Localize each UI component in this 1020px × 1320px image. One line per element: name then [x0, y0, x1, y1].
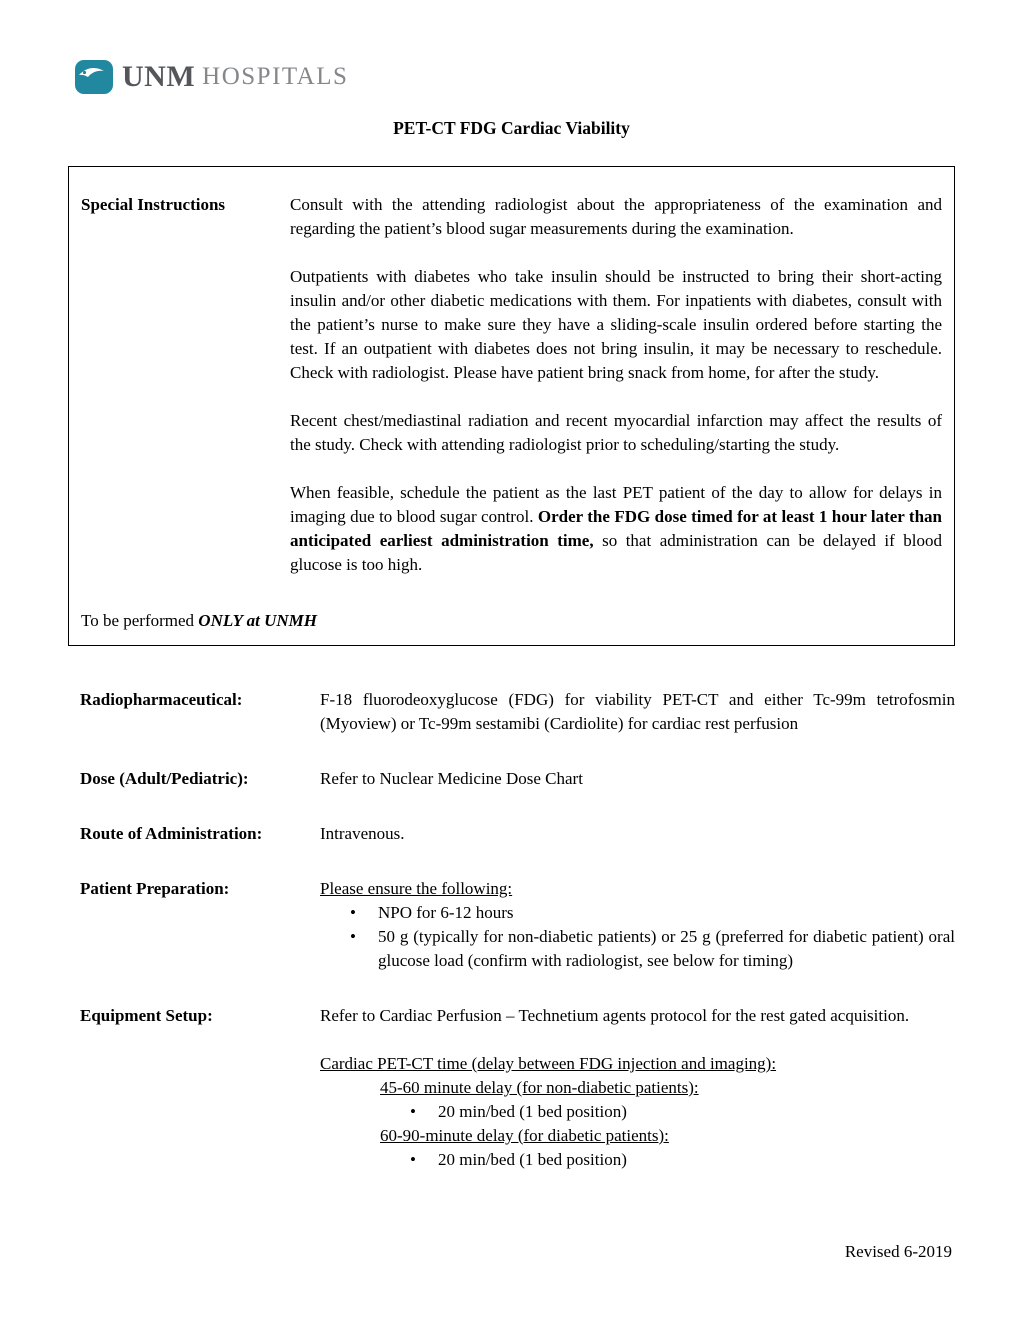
dose-label: Dose (Adult/Pediatric): [80, 769, 249, 788]
field-patient-preparation [80, 877, 955, 973]
unm-hospitals-logo-icon [74, 59, 114, 95]
special-instructions-paragraph-2: Outpatients with diabetes who take insulin should be instructed to bring their short-acting insulin and/or other diabetic medications with them. For inpatients with diabetes, consult with the patient’s nurse to make sure they have a sliding-scale insulin ordered before starting the test. If an outpatient with diabetes does not bring insulin, it may be necessary to reschedule. Check with radiologist. Please have patient bring snack from home, for after the study. [290, 267, 942, 382]
patient-preparation-bullet-1 [320, 901, 955, 925]
special-instructions-content [290, 193, 942, 595]
patient-preparation-content [320, 877, 955, 973]
revision-date: Revised 6-2019 [844, 1242, 952, 1261]
dose-value: Refer to Nuclear Medicine Dose Chart [320, 769, 583, 788]
field-route-of-administration [80, 822, 955, 846]
special-instructions-box [68, 166, 955, 646]
diabetic-delay-bullet [320, 1148, 955, 1172]
patient-preparation-bullet-2 [320, 925, 955, 973]
logo-text-unm: UNM [122, 60, 196, 93]
paragraph-4-normal-start: When feasible, schedule the patient as the last PET patient of the day to allow for delays in imaging due to blood sugar control. [290, 483, 942, 526]
equipment-setup-paragraph: Refer to Cardiac Perfusion – Technetium agents protocol for the rest gated acquisition. [320, 1006, 910, 1025]
patient-preparation-heading: Please ensure the following: [320, 879, 513, 898]
logo-text-hospitals: HOSPITALS [202, 63, 349, 90]
document-title: PET-CT FDG Cardiac Viability [393, 118, 630, 138]
special-instructions-paragraph-4 [290, 481, 942, 577]
special-instructions-paragraph-3: Recent chest/mediastinal radiation and recent myocardial infarction may affect the results of the study. Check with attending radiologist prior to scheduling/starting the study. [290, 411, 942, 454]
performed-only-note [81, 609, 942, 633]
pet-ct-time-heading: Cardiac PET-CT time (delay between FDG injection and imaging): [320, 1054, 777, 1073]
field-dose [80, 767, 955, 791]
special-instructions-label: Special Instructions [81, 195, 226, 214]
protocol-fields [80, 688, 955, 1172]
radiopharmaceutical-label: Radiopharmaceutical: [80, 690, 243, 709]
nondiabetic-delay-bullet [320, 1100, 955, 1124]
bullet-icon [410, 1100, 438, 1124]
patient-preparation-bullet-1-text: NPO for 6-12 hours [378, 903, 514, 922]
blank-line [320, 1028, 955, 1052]
performed-note-emphasis: ONLY at UNMH [198, 611, 317, 630]
nondiabetic-delay-bullet-text: 20 min/bed (1 bed position) [438, 1102, 627, 1121]
bullet-icon [350, 901, 378, 925]
bullet-icon [350, 925, 378, 973]
unm-hospitals-logo [74, 56, 955, 98]
equipment-setup-content [320, 1004, 955, 1172]
radiopharmaceutical-value: F-18 fluorodeoxyglucose (FDG) for viability PET-CT and either Tc-99m tetrofosmin (Myoview) or Tc-99m sestamibi (Cardiolite) for cardiac rest perfusion [320, 690, 955, 733]
patient-preparation-label: Patient Preparation: [80, 879, 230, 898]
route-value: Intravenous. [320, 824, 405, 843]
bullet-icon [410, 1148, 438, 1172]
special-instructions-paragraph-1: Consult with the attending radiologist about the appropriateness of the examination and regarding the patient’s blood sugar measurements during the examination. [290, 195, 942, 238]
paragraph-4-bold-text: Order the FDG dose timed for at least 1 hour later than anticipated earliest administration time, [290, 507, 942, 550]
patient-preparation-bullet-2-text: 50 g (typically for non-diabetic patients) or 25 g (preferred for diabetic patient) oral glucose load (confirm with radiologist, see below for timing) [378, 927, 955, 970]
nondiabetic-delay-heading: 45-60 minute delay (for non-diabetic patients): [380, 1078, 699, 1097]
special-instructions-row [81, 193, 942, 595]
field-radiopharmaceutical [80, 688, 955, 736]
paragraph-4-normal-end: so that administration can be delayed if blood glucose is too high. [290, 531, 942, 574]
route-label: Route of Administration: [80, 824, 263, 843]
diabetic-delay-heading: 60-90-minute delay (for diabetic patients): [380, 1126, 669, 1145]
field-equipment-setup [80, 1004, 955, 1172]
performed-note-prefix: To be performed [81, 611, 199, 630]
diabetic-delay-bullet-text: 20 min/bed (1 bed position) [438, 1150, 627, 1169]
equipment-setup-label: Equipment Setup: [80, 1006, 213, 1025]
